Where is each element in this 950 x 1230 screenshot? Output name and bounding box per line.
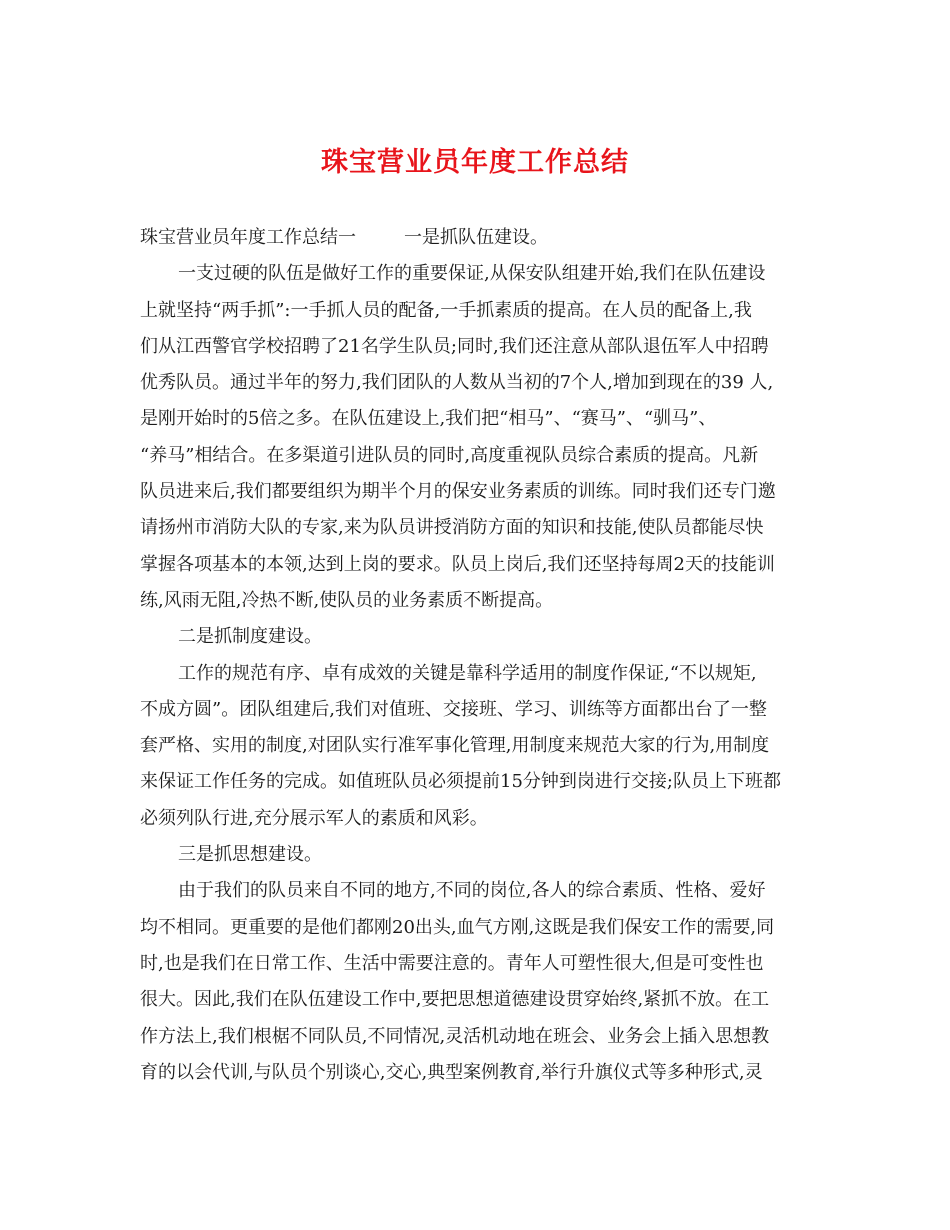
text-line: 一支过硬的队伍是做好工作的重要保证,从保安队组建开始,我们在队伍建设 xyxy=(178,263,766,285)
text-line: 是刚开始时的5倍之多。在队伍建设上,我们把“相马”、“赛马”、“驯马”、 xyxy=(140,408,717,430)
text-line: 优秀队员。通过半年的努力,我们团队的人数从当初的7个人,增加到现在的39 人, xyxy=(140,372,774,394)
text-line: 很大。因此,我们在队伍建设工作中,要把思想道德建设贯穿始终,紧抓不放。在工 xyxy=(140,989,770,1011)
text-line: 作方法上,我们根椐不同队员,不同情况,灵活机动地在班会、业务会上插入思想教 xyxy=(140,1025,770,1047)
text-line: 掌握各项基本的本领,达到上岗的要求。队员上岗后,我们还坚持每周2天的技能训 xyxy=(140,553,775,575)
text-line: 队员进来后,我们都要组织为期半个月的保安业务素质的训练。同时我们还专门邀 xyxy=(140,481,776,503)
section-heading: 三是抓思想建设。 xyxy=(178,844,322,866)
text-line: 来保证工作任务的完成。如值班队员必须提前15分钟到岗进行交接;队员上下班都 xyxy=(140,771,781,793)
text-line: 育的以会代训,与队员个别谈心,交心,典型案例教育,举行升旗仪式等多种形式,灵 xyxy=(140,1061,763,1083)
document-body xyxy=(140,220,812,1091)
text-line: 必须列队行进,充分展示军人的素质和风彩。 xyxy=(140,807,488,829)
text-line: 工作的规范有序、卓有成效的关键是靠科学适用的制度作保证,“不以规矩, xyxy=(178,662,757,684)
section-subheading-text: 一是抓队伍建设。 xyxy=(404,227,548,248)
text-line: 们从江西警官学校招聘了21名学生队员;同时,我们还注意从部队退伍军人中招聘 xyxy=(140,335,769,357)
text-line: 练,风雨无阻,冷热不断,使队员的业务素质不断提高。 xyxy=(140,589,554,611)
text-line: 时,也是我们在日常工作、生活中需要注意的。青年人可塑性很大,但是可变性也 xyxy=(140,952,764,974)
text-line xyxy=(140,220,812,256)
section-heading-text: 珠宝营业员年度工作总结一 xyxy=(140,227,356,248)
section-heading: 二是抓制度建设。 xyxy=(178,626,322,648)
text-line: “养马”相结合。在多渠道引进队员的同时,高度重视队员综合素质的提高。凡新 xyxy=(140,444,759,466)
text-line: 请扬州市消防大队的专家,来为队员讲授消防方面的知识和技能,使队员都能尽快 xyxy=(140,517,764,539)
text-line: 套严格、实用的制度,对团队实行准军事化管理,用制度来规范大家的行为,用制度 xyxy=(140,735,770,757)
page-title: 珠宝营业员年度工作总结 xyxy=(321,147,629,178)
text-line: 由于我们的队员来自不同的地方,不同的岗位,各人的综合素质、性格、爱好 xyxy=(178,880,766,902)
text-line: 上就坚持“两手抓”:一手抓人员的配备,一手抓素质的提高。在人员的配备上,我 xyxy=(140,299,752,321)
text-line: 均不相同。更重要的是他们都刚20出头,血气方刚,这既是我们保安工作的需要,同 xyxy=(140,916,775,938)
text-line: 不成方圆”。团队组建后,我们对值班、交接班、学习、训练等方面都出台了一整 xyxy=(140,698,767,720)
